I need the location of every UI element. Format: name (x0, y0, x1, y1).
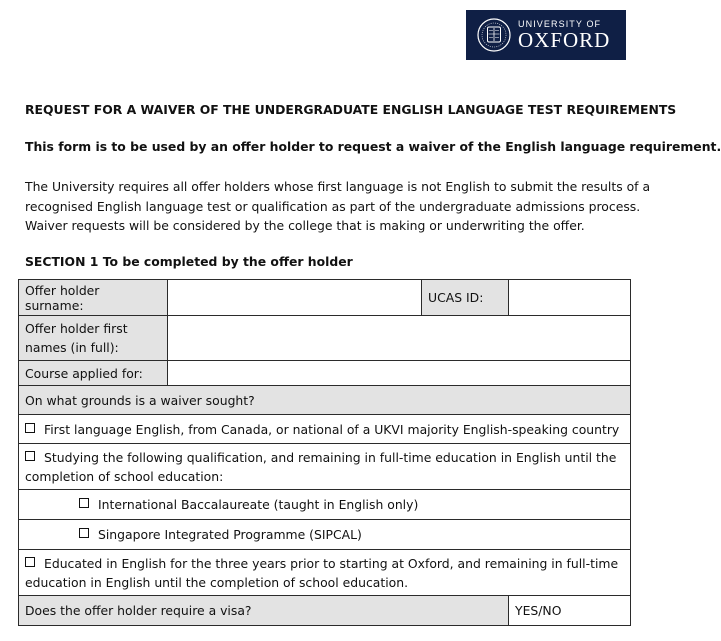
crest-icon (476, 17, 512, 53)
table-row (19, 361, 631, 386)
table-row (19, 415, 631, 444)
offer-holder-form (18, 279, 631, 626)
sub-option-ib (19, 490, 631, 520)
option-label: International Baccalaureate (taught in English only) (98, 497, 419, 512)
checkbox-sipcal[interactable] (79, 528, 89, 538)
option-label: Studying the following qualification, and remaining in full-time education in English until the (44, 449, 617, 465)
first-names-label (19, 316, 168, 361)
first-names-label-line: Offer holder first (25, 321, 128, 336)
course-label: Course applied for: (19, 361, 168, 386)
intro-line: Waiver requests will be considered by the college that is making or underwriting the offer. (25, 218, 585, 233)
table-row (19, 316, 631, 361)
intro-paragraph (25, 177, 651, 236)
form-subtitle: This form is to be used by an offer holder to request a waiver of the English language requirement. (25, 139, 721, 154)
visa-question: Does the offer holder require a visa? (19, 596, 509, 626)
intro-line: The University requires all offer holders whose first language is not English to submit the results of a (25, 179, 651, 194)
option-educated-in-english (19, 550, 631, 596)
surname-label: Offer holder surname: (19, 280, 168, 316)
option-label: Educated in English for the three years prior to starting at Oxford, and remaining in full-time (44, 555, 619, 571)
option-label: education in English until the completion of school education. (25, 574, 409, 590)
logo-text-oxford: OXFORD (518, 28, 611, 52)
visa-answer-field[interactable]: YES/NO (509, 596, 631, 626)
table-row (19, 596, 631, 626)
table-row (19, 520, 631, 550)
option-label: First language English, from Canada, or national of a UKVI majority English-speaking country (44, 421, 620, 437)
table-row (19, 444, 631, 490)
section1-heading: SECTION 1 To be completed by the offer holder (25, 254, 353, 269)
checkbox-ib[interactable] (79, 498, 89, 508)
table-row (19, 550, 631, 596)
ucas-id-label: UCAS ID: (422, 280, 509, 316)
intro-line: recognised English language test or qualification as part of the undergraduate admissions process. (25, 198, 641, 214)
checkbox-educated-in-english[interactable] (25, 557, 35, 567)
option-qualification (19, 444, 631, 490)
table-row (19, 490, 631, 520)
form-title: REQUEST FOR A WAIVER OF THE UNDERGRADUATE ENGLISH LANGUAGE TEST REQUIREMENTS (25, 102, 677, 117)
sub-option-sipcal (19, 520, 631, 550)
option-label: completion of school education: (25, 468, 224, 484)
grounds-question: On what grounds is a waiver sought? (19, 386, 631, 415)
table-row (19, 386, 631, 415)
surname-field[interactable] (168, 280, 422, 316)
checkbox-first-language[interactable] (25, 423, 35, 433)
option-first-language (19, 415, 631, 444)
checkbox-qualification[interactable] (25, 451, 35, 461)
first-names-field[interactable] (168, 316, 631, 361)
ucas-id-field[interactable] (509, 280, 631, 316)
option-label: Singapore Integrated Programme (SIPCAL) (98, 527, 362, 542)
first-names-label-line: names (in full): (25, 340, 119, 355)
university-logo (466, 10, 626, 60)
table-row (19, 280, 631, 316)
course-field[interactable] (168, 361, 631, 386)
logo-text-university-of: UNIVERSITY OF (518, 19, 602, 29)
